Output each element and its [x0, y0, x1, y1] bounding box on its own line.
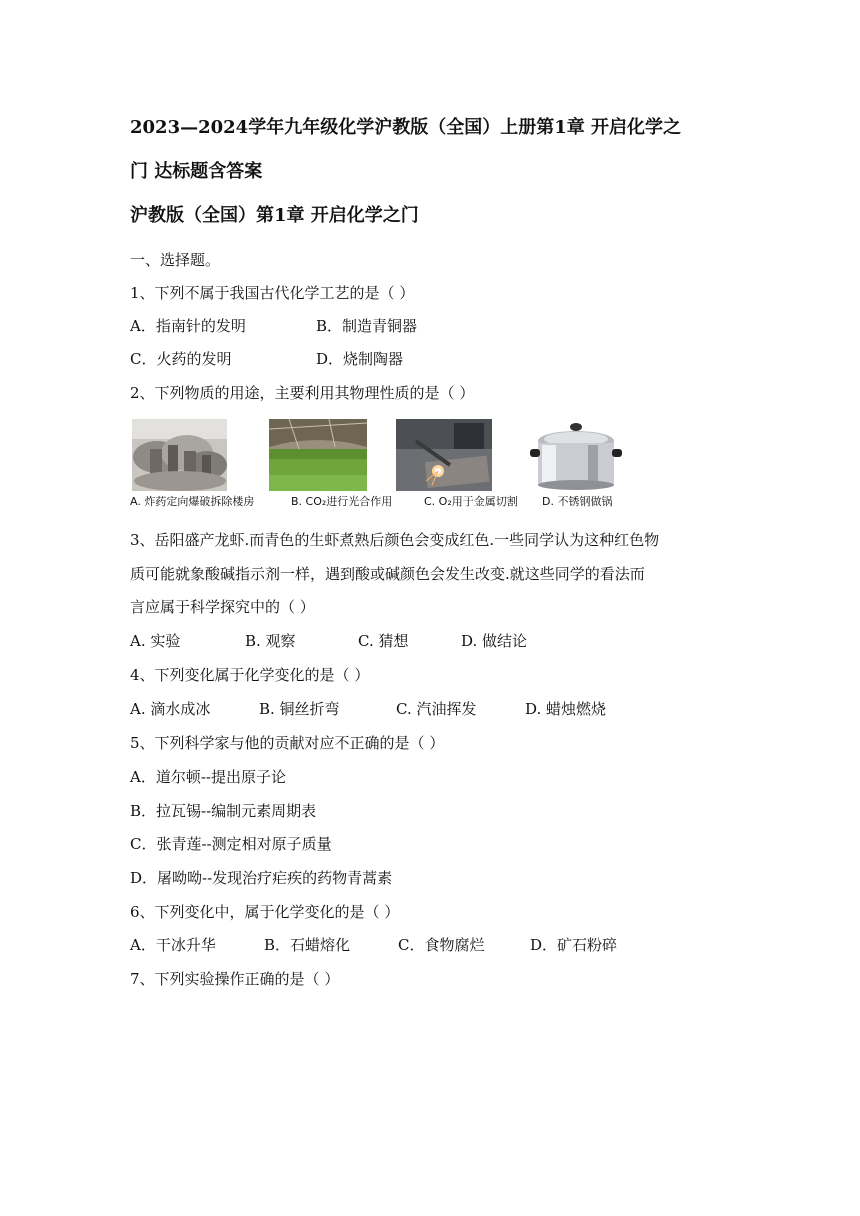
question-1-option-b: B．制造青铜器: [316, 317, 418, 335]
question-2-caption-c: C. O₂用于金属切割: [424, 495, 518, 508]
question-7-stem: 7、下列实验操作正确的是（ ）: [130, 970, 340, 988]
document-title-line1: 2023—2024学年九年级化学沪教版（全国）上册第1章 开启化学之: [130, 117, 681, 138]
metal-cutting-image: [396, 419, 492, 491]
question-2-stem: 2、下列物质的用途，主要利用其物理性质的是（ ）: [130, 384, 475, 402]
question-3-line-2: 质可能就象酸碱指示剂一样，遇到酸或碱颜色会发生改变.就这些同学的看法而: [130, 565, 645, 583]
greenhouse-plants-image: [269, 419, 367, 491]
document-subtitle: 沪教版（全国）第1章 开启化学之门: [130, 205, 419, 226]
demolition-explosion-image: [132, 419, 227, 491]
question-1-stem: 1、下列不属于我国古代化学工艺的是（ ）: [130, 284, 415, 302]
question-4-option-a: A. 滴水成冰: [130, 700, 211, 718]
question-4-option-c: C. 汽油挥发: [396, 700, 477, 718]
question-6-option-d: D．矿石粉碎: [530, 936, 618, 954]
question-2-caption-d: D. 不锈钢做锅: [542, 495, 613, 508]
question-3-option-c: C. 猜想: [358, 632, 409, 650]
question-3-option-d: D. 做结论: [461, 632, 528, 650]
question-4-option-b: B. 铜丝折弯: [259, 700, 340, 718]
question-5-option-b: B．拉瓦锡--编制元素周期表: [130, 802, 317, 820]
question-5-option-d: D．屠呦呦--发现治疗疟疾的药物青蒿素: [130, 869, 393, 887]
document-title-line2: 门 达标题含答案: [130, 161, 263, 182]
section-heading: 一、选择题。: [130, 251, 221, 269]
question-2-caption-b: B. CO₂进行光合作用: [291, 495, 393, 508]
question-2-caption-a: A. 炸药定向爆破拆除楼房: [130, 495, 255, 508]
question-3-line-3: 言应属于科学探究中的（ ）: [130, 598, 315, 616]
question-1-option-d: D．烧制陶器: [316, 350, 404, 368]
question-4-option-d: D. 蜡烛燃烧: [525, 700, 607, 718]
question-1-option-a: A．指南针的发明: [130, 317, 246, 335]
question-4-stem: 4、下列变化属于化学变化的是（ ）: [130, 666, 370, 684]
question-5-stem: 5、下列科学家与他的贡献对应不正确的是（ ）: [130, 734, 445, 752]
question-6-option-a: A．干冰升华: [130, 936, 216, 954]
question-3-line-1: 3、岳阳盛产龙虾.而青色的生虾煮熟后颜色会变成红色.一些同学认为这种红色物: [130, 531, 660, 549]
question-3-option-b: B. 观察: [245, 632, 296, 650]
question-6-option-c: C．食物腐烂: [398, 936, 485, 954]
stainless-steel-pot-image: [528, 419, 624, 491]
question-6-option-b: B．石蜡熔化: [264, 936, 351, 954]
question-3-option-a: A. 实验: [130, 632, 181, 650]
question-5-option-c: C．张青莲--测定相对原子质量: [130, 835, 332, 853]
question-6-stem: 6、下列变化中，属于化学变化的是（ ）: [130, 903, 400, 921]
question-1-option-c: C．火药的发明: [130, 350, 232, 368]
question-5-option-a: A．道尔顿--提出原子论: [130, 768, 286, 786]
